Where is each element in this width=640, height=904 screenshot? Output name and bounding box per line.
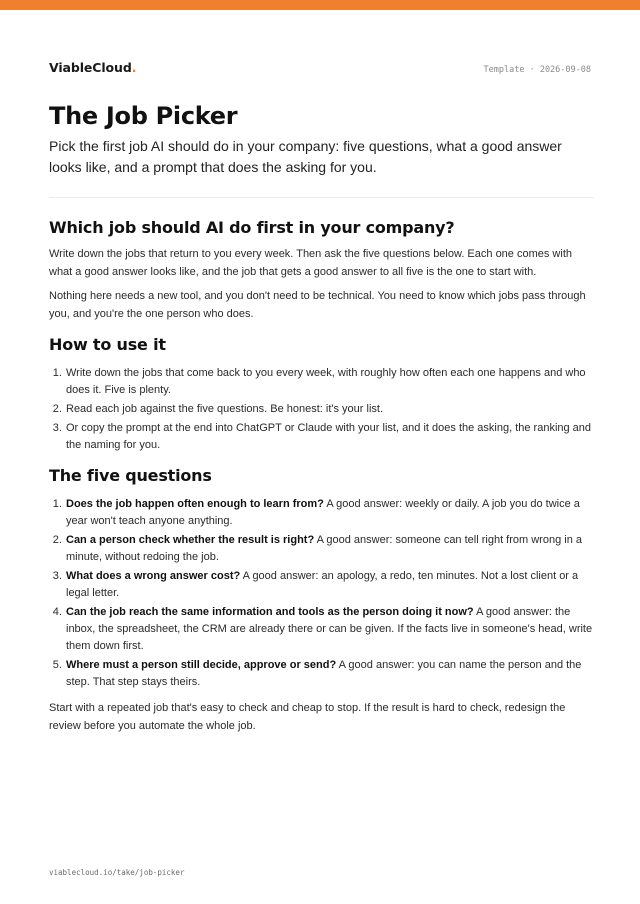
page-title: The Job Picker xyxy=(49,102,238,130)
how-to-list xyxy=(49,365,594,454)
main-content xyxy=(49,100,594,735)
brand-logo[interactable] xyxy=(49,60,136,75)
question-item xyxy=(65,532,594,566)
question-text: Where must a person still decide, approve or send? xyxy=(66,659,337,671)
question-answer: A good answer: an apology, a redo, ten minutes. Not a lost client or a legal letter. xyxy=(66,570,579,599)
question-answer: A good answer: you can name the person and the step. That step stays theirs. xyxy=(66,659,582,688)
template-date: Template · 2026-09-08 xyxy=(483,65,591,75)
how-to-step: 1. Write down the jobs that come back to you every week, with roughly how often each one happens and who does it. Five is plenty. xyxy=(65,365,594,399)
questions-list xyxy=(49,496,594,691)
how-to-heading: How to use it xyxy=(49,335,166,354)
question-text: What does a wrong answer cost? xyxy=(66,570,241,582)
intro-heading: Which job should AI do first in your company? xyxy=(49,218,455,237)
question-answer: A good answer: weekly or daily. A job you do twice a year won't teach anyone anything. xyxy=(66,498,580,527)
question-text: Can the job reach the same information and tools as the person doing it now? xyxy=(66,606,474,618)
question-text: Does the job happen often enough to learn from? xyxy=(66,498,324,510)
page-header xyxy=(49,60,591,75)
divider xyxy=(49,197,594,198)
intro-paragraph: Write down the jobs that return to you every week. Then ask the five questions below. Each one comes with what a good answer looks like, and the job that gets a good answer to all five is the one to start with. xyxy=(49,248,572,278)
question-item xyxy=(65,604,594,655)
page-lede: Pick the first job AI should do in your company: five questions, what a good answer looks like, and a prompt that does the asking for you. xyxy=(49,138,562,175)
question-text: Can a person check whether the result is right? xyxy=(66,534,315,546)
brand-name: ViableCloud xyxy=(49,60,132,75)
question-item xyxy=(65,496,594,530)
question-item xyxy=(65,657,594,691)
intro-paragraph: Nothing here needs a new tool, and you don't need to be technical. You need to know which jobs pass through you, and you're the one person who does. xyxy=(49,290,586,320)
question-item xyxy=(65,568,594,602)
questions-heading: The five questions xyxy=(49,466,212,485)
question-answer: A good answer: someone can tell right from wrong in a minute, without redoing the job. xyxy=(66,534,582,563)
question-answer: A good answer: the inbox, the spreadsheet, the CRM are already there or can be given. If the facts live in someone's head, write them down first. xyxy=(66,606,593,652)
brand-dot: . xyxy=(131,60,137,75)
closing-paragraph: Start with a repeated job that's easy to check and cheap to stop. If the result is hard to check, redesign the review before you automate the whole job. xyxy=(49,702,566,732)
accent-top-bar xyxy=(0,0,640,10)
how-to-step: 3. Or copy the prompt at the end into ChatGPT or Claude with your list, and it does the asking, the ranking and the naming for you. xyxy=(65,420,594,454)
how-to-step: 2. Read each job against the five questions. Be honest: it's your list. xyxy=(65,401,594,418)
footer-url[interactable]: viablecloud.io/take/job-picker xyxy=(49,868,185,877)
